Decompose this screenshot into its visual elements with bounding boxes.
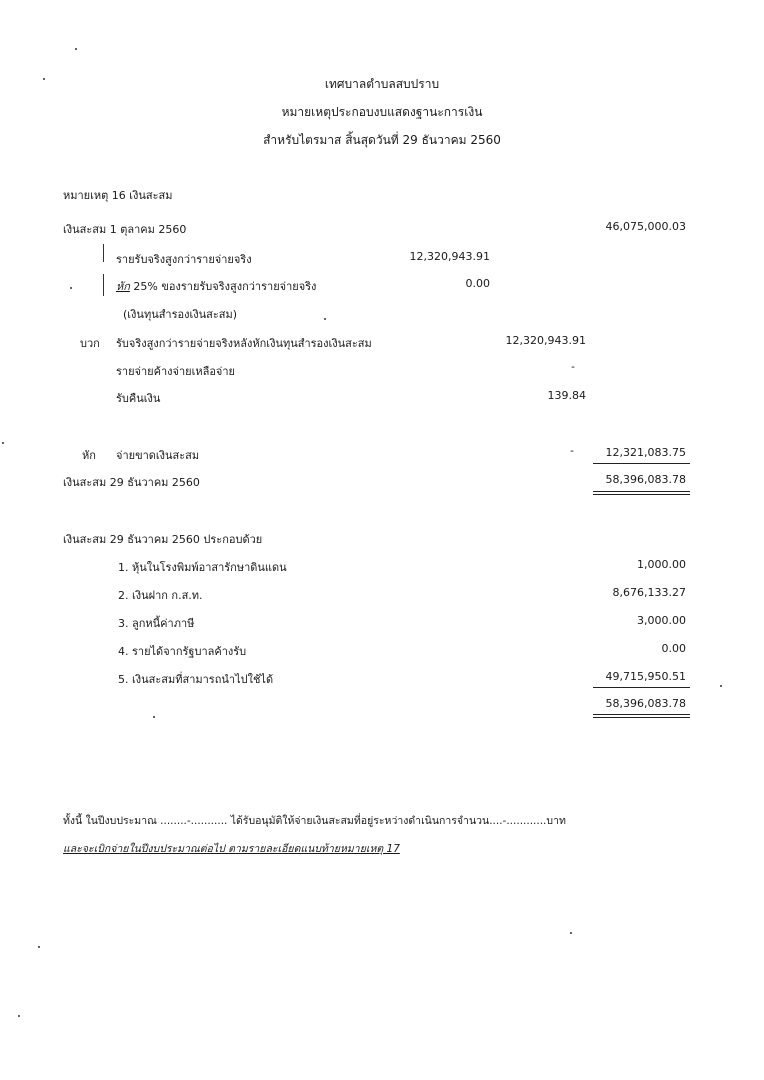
less25-label: 25% ของรายรับจริงสูงกว่ารายจ่ายจริง [129,280,317,293]
subtotal-line [593,463,690,464]
composition-item-label: 2. เงินฝาก ก.ส.ท. [118,589,203,602]
scan-speck [570,932,572,934]
paid-label: จ่ายขาดเงินสะสม [116,449,200,462]
excess-label: รายรับจริงสูงกว่ารายจ่ายจริง [116,253,252,266]
composition-item-amount: 3,000.00 [637,614,686,627]
footer-line-2: และจะเบิกจ่ายในปีงบประมาณต่อไป ตามรายละเอียดแนบท้ายหมายเหตุ 17 [63,843,400,855]
municipality-name: เทศบาลตำบลสบปราบ [324,77,440,91]
double-underline-bottom [593,494,690,495]
footer-line-1: ทั้งนี้ ในปีงบประมาณ ........-........... ได้รับอนุมัติให้จ่ายเงินสะสมที่อยู่ระหว่างดำเนินการจำนวน....-............บาท [63,815,566,827]
closing-amount: 58,396,083.78 [605,473,686,486]
composition-item-amount: 49,715,950.51 [605,670,686,683]
closing-label: เงินสะสม 29 ธันวาคม 2560 [63,476,200,489]
scan-speck [43,78,45,80]
scan-speck [70,287,72,289]
period-title: สำหรับไตรมาส สิ้นสุดวันที่ 29 ธันวาคม 2560 [263,133,501,147]
composition-item-amount: 1,000.00 [637,558,686,571]
refund-label: รับคืนเงิน [116,392,161,405]
paid-dash: - [570,444,574,457]
less-prefix: หัก [116,280,130,293]
opening-label: เงินสะสม 1 ตุลาคม 2560 [63,223,187,236]
plus-prefix: บวก [80,337,100,350]
after-reserve-label: รับจริงสูงกว่ารายจ่ายจริงหลังหักเงินทุนสำรองเงินสะสม [116,337,372,350]
scan-speck [75,48,77,50]
refund-amount: 139.84 [547,389,586,402]
statement-title: หมายเหตุประกอบงบแสดงฐานะการเงิน [281,105,483,119]
accrued-amount: - [571,360,575,373]
bracket-mark [103,274,104,296]
less-prefix-paid: หัก [82,449,96,462]
composition-item-amount: 0.00 [661,642,686,655]
accrued-label: รายจ่ายค้างจ่ายเหลือจ่าย [116,365,235,378]
scan-speck [720,685,722,687]
scan-speck [2,442,4,444]
composition-item-label: 1. หุ้นในโรงพิมพ์อาสารักษาดินแดน [118,561,287,574]
paid-amount: 12,321,083.75 [605,446,686,459]
composition-item-label: 4. รายได้จากรัฐบาลค้างรับ [118,645,247,658]
less25-amount: 0.00 [465,277,490,290]
scan-speck [324,318,326,320]
less25-row [116,277,316,295]
scan-speck [18,1015,20,1017]
bracket-mark [103,244,104,262]
composition-total: 58,396,083.78 [605,697,686,710]
composition-item-amount: 8,676,133.27 [612,586,686,599]
excess-amount: 12,320,943.91 [409,250,490,263]
composition-double-underline-bottom [593,717,690,718]
composition-subtotal-line [593,687,690,688]
composition-double-underline-top [593,714,690,715]
composition-item-label: 5. เงินสะสมที่สามารถนำไปใช้ได้ [118,673,274,686]
reserve-label: (เงินทุนสำรองเงินสะสม) [123,308,238,321]
scan-speck [38,946,40,948]
scan-speck [153,716,155,718]
opening-amount: 46,075,000.03 [605,220,686,233]
composition-title: เงินสะสม 29 ธันวาคม 2560 ประกอบด้วย [63,533,263,546]
after-reserve-amount: 12,320,943.91 [505,334,586,347]
double-underline-top [593,491,690,492]
composition-item-label: 3. ลูกหนี้ค่าภาษี [118,617,195,630]
note-title: หมายเหตุ 16 เงินสะสม [63,189,173,202]
